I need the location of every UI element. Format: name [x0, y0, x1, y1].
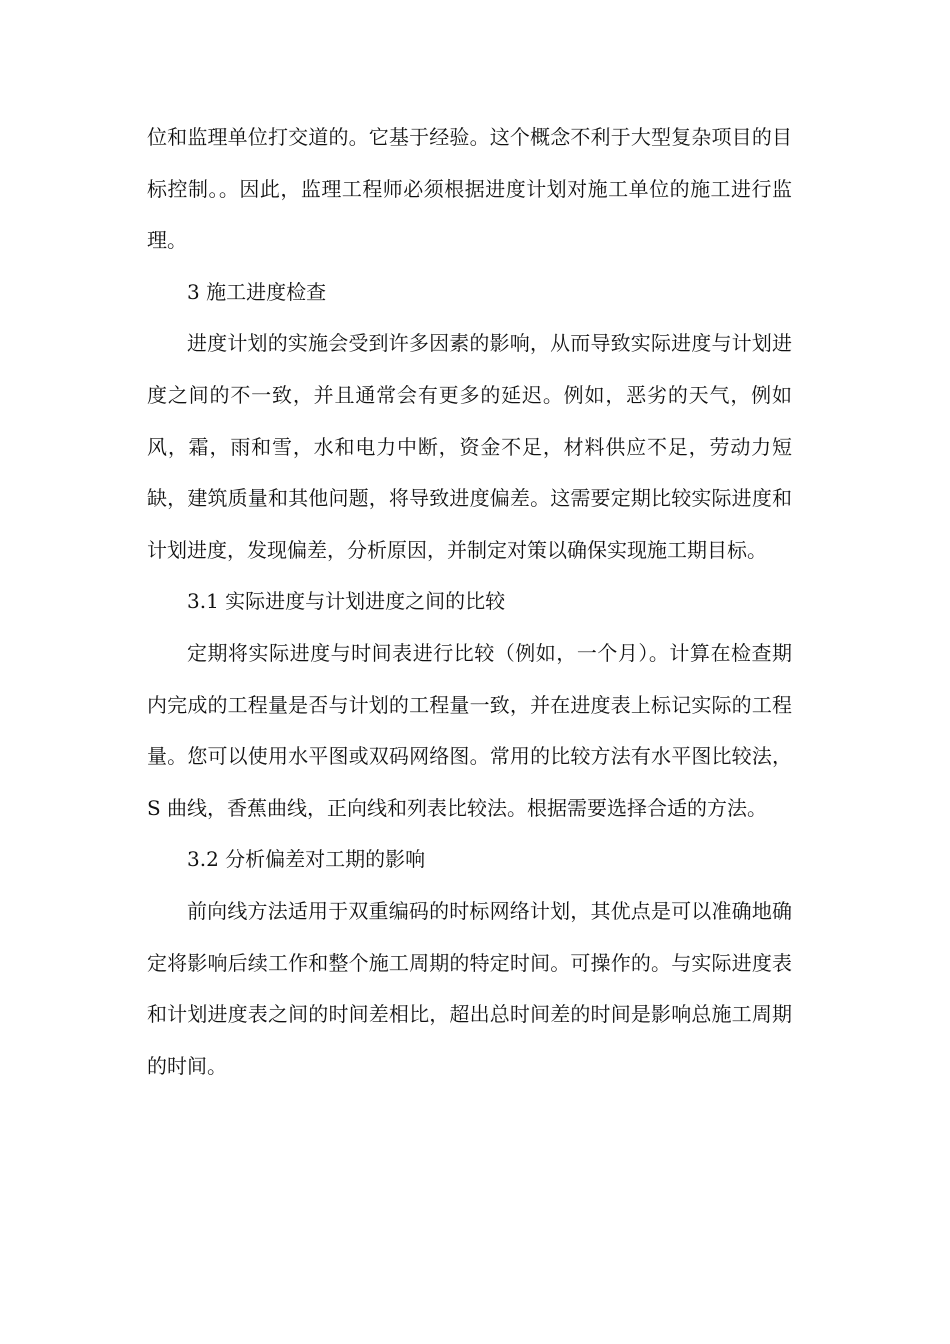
section-heading-3: 3 施工进度检查 — [187, 279, 327, 304]
section-heading-3-2: 3.2 分析偏差对工期的影响 — [187, 847, 426, 872]
section-heading-3-1: 3.1 实际进度与计划进度之间的比较 — [187, 589, 506, 614]
paragraph-continuation: 位和监理单位打交道的。它基于经验。这个概念不利于大型复杂项目的目标控制。。因此，监理工程师必须根据进度计划对施工单位的施工进行监理。 — [147, 125, 792, 253]
paragraph-progress-comparison: 定期将实际进度与时间表进行比较（例如，一个月）。计算在检查期内完成的工程量是否与计划的工程量一致，并在进度表上标记实际的工程量。您可以使用水平图或双码网络图。常用的比较方法有水平图比较法，S 曲线，香蕉曲线，正向线和列表比较法。根据需要选择合适的方法。 — [147, 640, 792, 820]
document-body — [147, 112, 792, 1092]
paragraph-schedule-factors: 进度计划的实施会受到许多因素的影响，从而导致实际进度与计划进度之间的不一致，并且通常会有更多的延迟。例如，恶劣的天气，例如风，霜，雨和雪，水和电力中断，资金不足，材料供应不足，劳动力短缺，建筑质量和其他问题，将导致进度偏差。这需要定期比较实际进度和计划进度，发现偏差，分析原因，并制定对策以确保实现施工期目标。 — [147, 331, 792, 562]
paragraph-deviation-analysis: 前向线方法适用于双重编码的时标网络计划，其优点是可以准确地确定将影响后续工作和整个施工周期的特定时间。可操作的。与实际进度表和计划进度表之间的时间差相比，超出总时间差的时间是影响总施工周期的时间。 — [147, 898, 792, 1078]
